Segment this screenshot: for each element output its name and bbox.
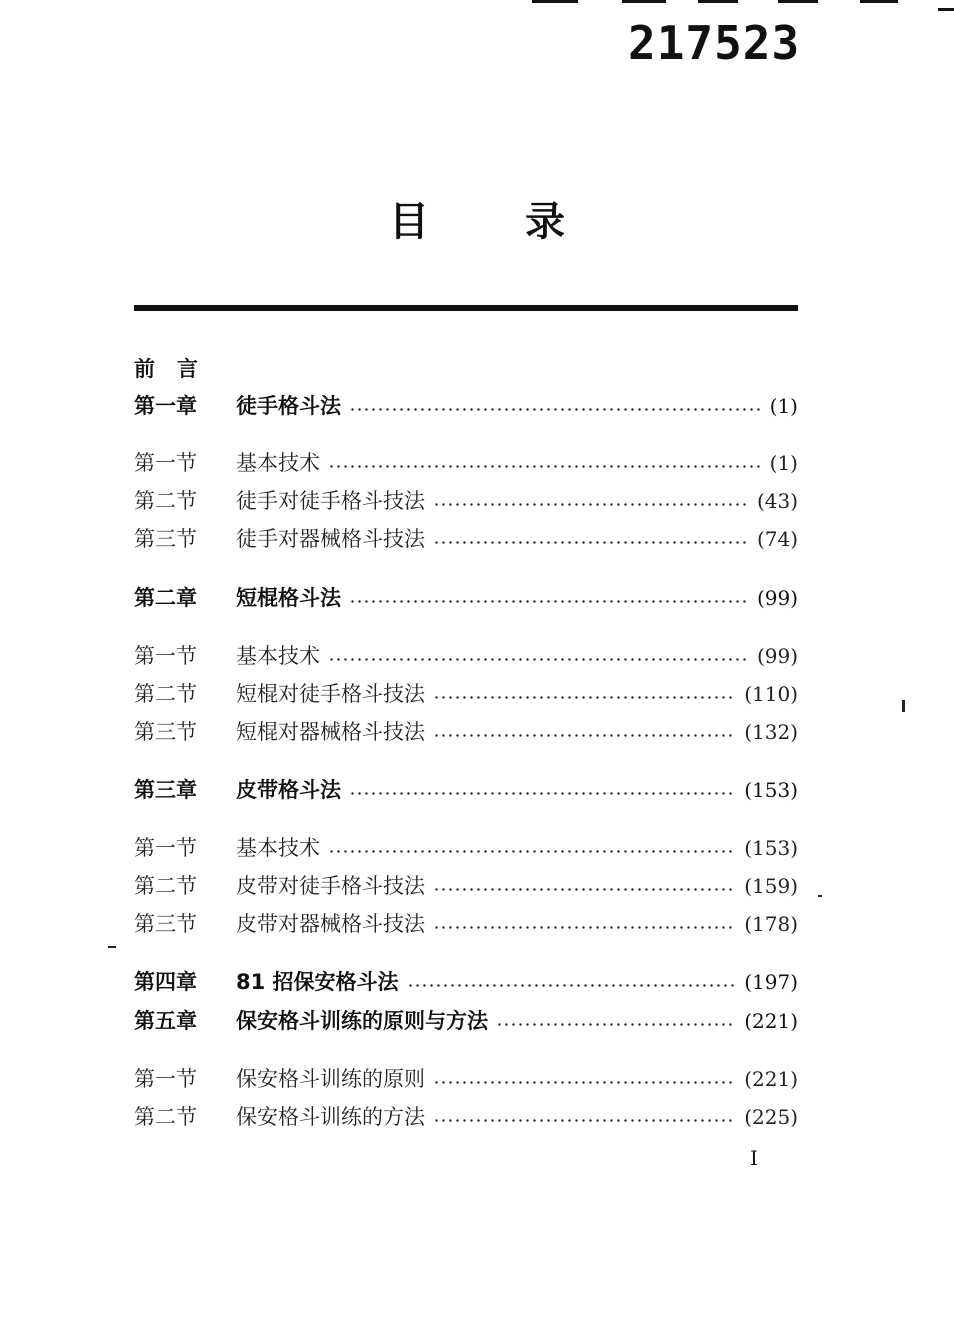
scan-mark xyxy=(778,0,818,3)
toc-label: 第一节 xyxy=(134,836,197,860)
toc-text: 基本技术 xyxy=(236,644,320,668)
toc-page: (99) xyxy=(756,586,798,610)
toc-page: (221) xyxy=(744,1067,798,1091)
toc-leader xyxy=(349,408,762,411)
toc-page: (225) xyxy=(744,1105,798,1129)
toc-leader xyxy=(433,1081,736,1084)
scan-mark xyxy=(622,0,666,3)
toc-label: 第二节 xyxy=(134,682,197,706)
toc-label: 第一章 xyxy=(134,394,197,418)
toc-leader xyxy=(328,658,749,661)
toc-chapter[interactable] xyxy=(134,775,798,805)
toc-text: 皮带对徒手格斗技法 xyxy=(236,874,425,898)
toc-section[interactable] xyxy=(134,641,798,671)
toc-text: 皮带格斗法 xyxy=(236,778,341,802)
toc-section[interactable] xyxy=(134,524,798,554)
toc-page: (197) xyxy=(744,970,798,994)
stamp-number: 217523 xyxy=(628,16,801,70)
toc-leader xyxy=(328,850,736,853)
toc-leader xyxy=(407,984,737,987)
toc-section[interactable] xyxy=(134,833,798,863)
toc-section[interactable] xyxy=(134,679,798,709)
toc-page: (132) xyxy=(744,720,798,744)
toc-label: 第一节 xyxy=(134,451,197,475)
toc-leader xyxy=(433,1119,736,1122)
toc-page: (178) xyxy=(744,912,798,936)
toc-label: 第二节 xyxy=(134,489,197,513)
toc-label: 第二节 xyxy=(134,874,197,898)
scan-mark xyxy=(860,0,898,3)
toc-leader xyxy=(433,734,736,737)
page-folio: I xyxy=(750,1146,758,1170)
toc-label: 第五章 xyxy=(134,1009,197,1033)
toc-section[interactable] xyxy=(134,717,798,747)
toc-text: 徒手格斗法 xyxy=(236,394,341,418)
toc-preface[interactable] xyxy=(134,354,798,384)
toc-section[interactable] xyxy=(134,909,798,939)
toc-text: 保安格斗训练的原则与方法 xyxy=(236,1009,488,1033)
toc-text: 短棍对徒手格斗技法 xyxy=(236,682,425,706)
title-rule xyxy=(134,305,798,311)
toc-label: 前言 xyxy=(134,357,220,381)
toc-page: (43) xyxy=(756,489,798,513)
toc-section[interactable] xyxy=(134,1064,798,1094)
toc-page: (99) xyxy=(756,644,798,668)
scan-speck xyxy=(108,946,116,948)
toc-leader xyxy=(349,600,749,603)
toc-page: (159) xyxy=(744,874,798,898)
toc-label: 第四章 xyxy=(134,970,197,994)
toc-text: 保安格斗训练的原则 xyxy=(236,1067,425,1091)
toc-chapter[interactable] xyxy=(134,391,798,421)
toc-page: (1) xyxy=(769,394,798,418)
scan-speck xyxy=(902,700,905,712)
toc-leader xyxy=(328,465,762,468)
title-char-1: 目 xyxy=(389,199,429,245)
toc-chapter[interactable] xyxy=(134,967,798,997)
toc-text: 短棍格斗法 xyxy=(236,586,341,610)
toc-section[interactable] xyxy=(134,1102,798,1132)
toc-page: (221) xyxy=(744,1009,798,1033)
toc-text: 短棍对器械格斗技法 xyxy=(236,720,425,744)
toc-leader xyxy=(433,696,736,699)
scan-mark xyxy=(532,0,578,3)
page-title xyxy=(0,190,954,247)
toc-leader xyxy=(349,792,736,795)
toc-page: (153) xyxy=(744,836,798,860)
toc-text: 徒手对徒手格斗技法 xyxy=(236,489,425,513)
toc-leader xyxy=(433,503,749,506)
toc-leader xyxy=(433,926,736,929)
toc-page: (74) xyxy=(756,527,798,551)
scan-mark xyxy=(938,8,954,11)
toc-text: 徒手对器械格斗技法 xyxy=(236,527,425,551)
title-char-2: 录 xyxy=(525,199,565,245)
toc-label: 第三节 xyxy=(134,912,197,936)
toc-chapter[interactable] xyxy=(134,1006,798,1036)
toc-section[interactable] xyxy=(134,448,798,478)
toc-section[interactable] xyxy=(134,486,798,516)
toc-label: 第二章 xyxy=(134,586,197,610)
toc-section[interactable] xyxy=(134,871,798,901)
toc-text: 基本技术 xyxy=(236,451,320,475)
toc-leader xyxy=(433,888,736,891)
toc-text: 皮带对器械格斗技法 xyxy=(236,912,425,936)
scan-mark xyxy=(698,0,738,3)
scan-speck xyxy=(818,895,822,897)
toc-text: 81 招保安格斗法 xyxy=(236,970,399,994)
toc-leader xyxy=(433,541,749,544)
toc-page: (1) xyxy=(769,451,798,475)
toc-label: 第一节 xyxy=(134,1067,197,1091)
toc-label: 第三章 xyxy=(134,778,197,802)
toc-label: 第一节 xyxy=(134,644,197,668)
toc-text: 保安格斗训练的方法 xyxy=(236,1105,425,1129)
toc-leader xyxy=(496,1023,736,1026)
toc-text: 基本技术 xyxy=(236,836,320,860)
toc-chapter[interactable] xyxy=(134,583,798,613)
toc-page: (110) xyxy=(744,682,798,706)
toc-label: 第二节 xyxy=(134,1105,197,1129)
toc-page: (153) xyxy=(744,778,798,802)
toc-label: 第三节 xyxy=(134,720,197,744)
toc-label: 第三节 xyxy=(134,527,197,551)
